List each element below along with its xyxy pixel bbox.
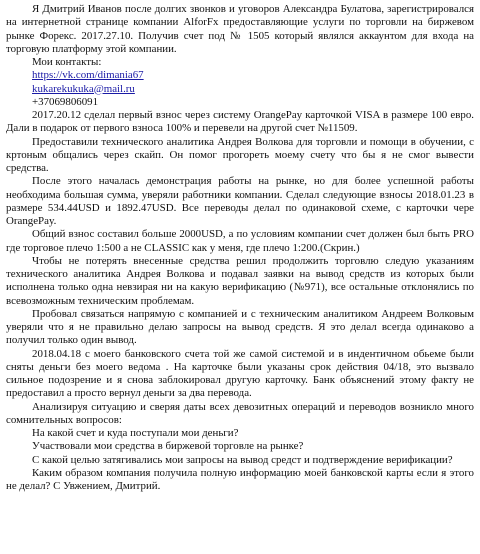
question-2: Участвовали мои средства в биржевой торговле на рынке? xyxy=(32,440,304,453)
paragraph-registration: Я Дмитрий Иванов после долгих звонков и уговоров Александра Булатова, зарегистрировался на интернетной странице компании AlforFx предоставляющие услуги по торговли на биржевом рынке Форекс. 2017.27.10. Получив счет под № 1505 который являлся аккаунтом для входа на торговую платформу этой компании. xyxy=(6,3,474,55)
question-3: С какой целью затягивались мои запросы на вывод средст и подтверждение верификации? xyxy=(32,453,453,466)
paragraph-first-deposit: 2017.20.12 сделал первый взнос через систему OrangePay карточкой VISA в размере 100 евро. Дали в подарок от первого взноса 100% и перевели на другой счет №11509. xyxy=(6,109,474,135)
paragraph-questions-intro: Анализируя ситуацию и сверяя даты всех девозитных операций и переводов возникло много сомнительных вопросов: xyxy=(6,400,474,426)
contacts-label: Мои контакты: xyxy=(32,56,102,68)
email-link[interactable]: kukarekukuka@mail.ru xyxy=(32,82,135,95)
paragraph-account-type: Общий взнос составил больше 2000USD, а по условиям компании счет должен был быть PRO где торговое плечо 1:500 а не CLASSIC как у меня, где плечо 1:200.(Скрин.) xyxy=(6,228,474,254)
paragraph-contact-attempt: Пробовал связаться напрямую с компанией и с техническим аналитиком Андреем Волковым уверяли что я не правильно делаю запросы на вывод средств. Я это делал всегда одинаково а получил только один вывод. xyxy=(6,307,474,347)
question-4-signature: Каким образом компания получила полную информацию моей банковской карты если я этого не делал? С Увжением, Дмитрий. xyxy=(6,466,474,492)
question-1: На какой счет и куда поступали мои деньги? xyxy=(32,427,239,439)
phone-number: +37069806091 xyxy=(32,95,99,108)
paragraph-analyst: Предоставили технического аналитика Андрея Волкова для торговли и помощи в обучении, с кртоным общались через скайп. Он помог прогореть моему счету что бы я не смог вывести средства. xyxy=(6,135,474,174)
paragraph-bank-charge: 2018.04.18 с моего банковского счета той же самой системой и в индентичном обьеме были сняты деньги без моего ведома . На карточке были указаны срок действия 04/18, это вызвало сильное подозрение и я снова заблокировал другую карточку. Банк объяснений этому факту не предоставил а просто вернул деньги за два перевода. xyxy=(6,347,474,400)
paragraph-deposits: После этого началась демонстрация работы на рынке, но для более успешной работы необходима большая сумма, уверяли работники компании. Сделал следующие взносы 2018.01.23 в размере 534.44USD и 1892.47USD. Все переводы делал по одинаковой схеме, с карточки чере OrangePay. xyxy=(6,175,474,227)
vk-link[interactable]: https://vk.com/dimania67 xyxy=(32,69,144,82)
paragraph-withdrawals: Чтобы не потерять внесенные средства решил продолжить торговлю следую указаниям технического аналитика Андрея Волкова и подавал заявки на вывод средств из которых были исполнена только одна невзирая ни на какую верификацию (№971), все остальные отклонялись по всевозможным техническим проблемам. xyxy=(6,254,474,307)
